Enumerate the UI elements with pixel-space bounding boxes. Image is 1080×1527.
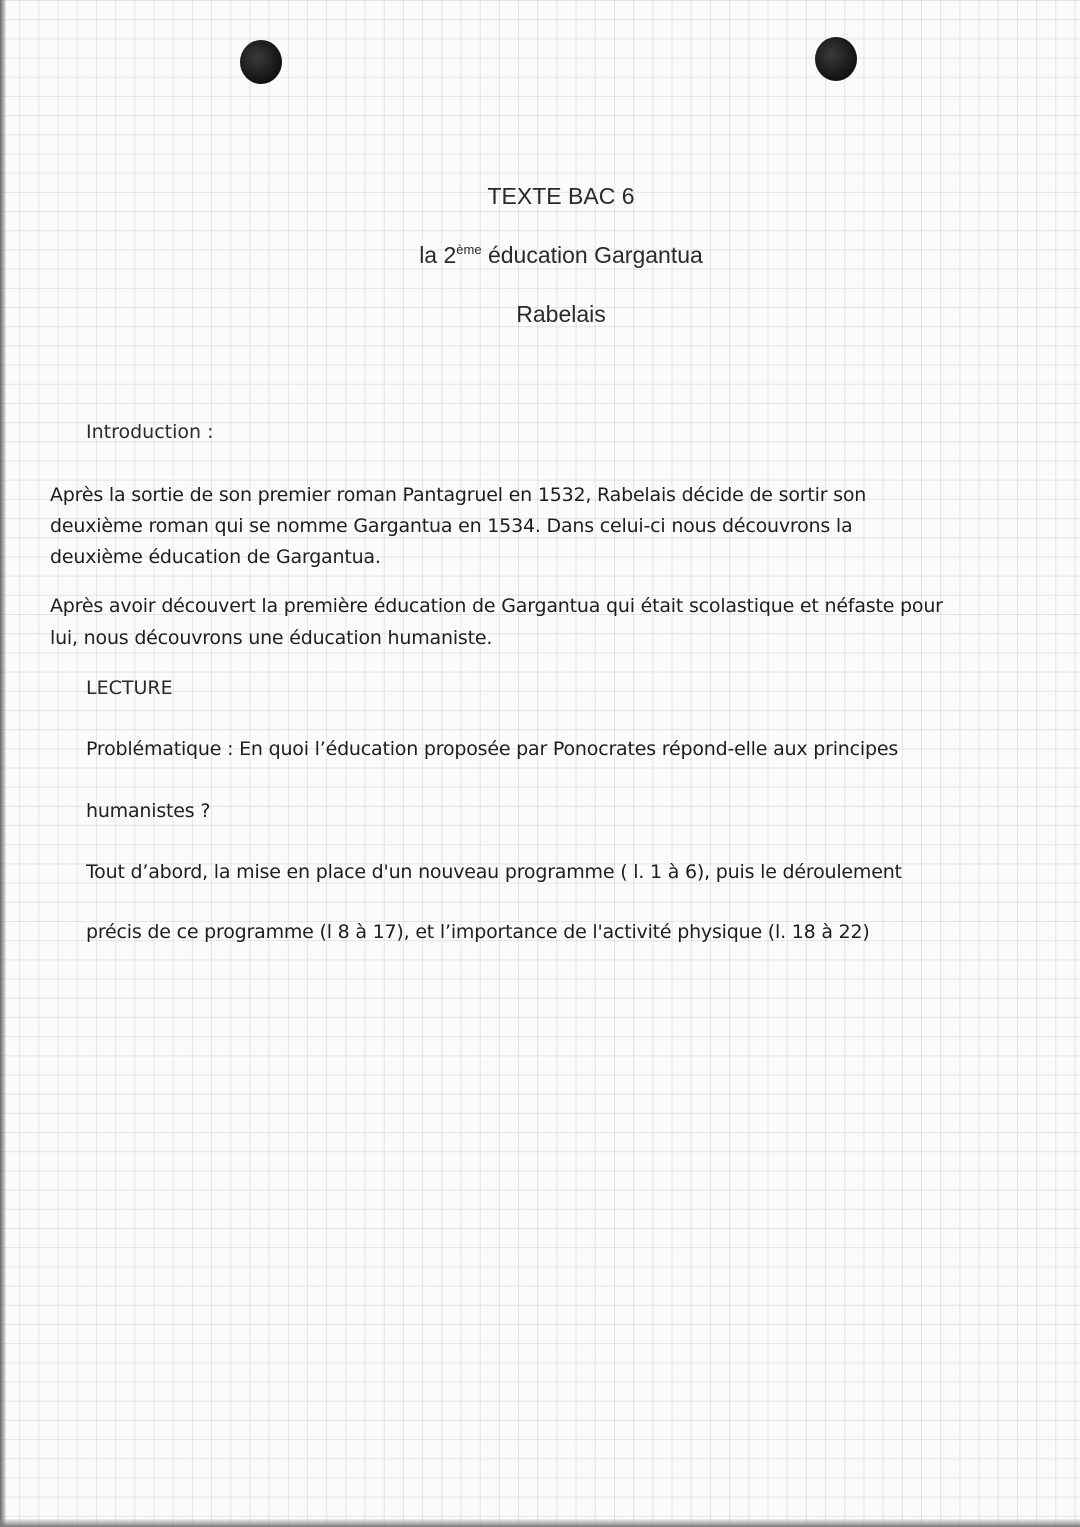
document-author: Rabelais [516, 301, 606, 327]
punch-hole-right [815, 37, 857, 81]
document-subtitle [0, 242, 1080, 269]
introduction-heading: Introduction : [86, 421, 214, 443]
subtitle-suffix: éducation Gargantua [481, 242, 703, 268]
lecture-heading: LECTURE [86, 677, 173, 699]
problematique-line2: humanistes ? [86, 800, 211, 822]
document-title: TEXTE BAC 6 [487, 183, 635, 209]
subtitle-prefix: la 2 [419, 242, 457, 268]
plan-line2: précis de ce programme (l 8 à 17), et l’importance de l'activité physique (l. 18 à 22) [86, 921, 870, 943]
intro-paragraph1-line1: Après la sortie de son premier roman Pantagruel en 1532, Rabelais décide de sortir son [50, 484, 867, 506]
intro-paragraph1-line3: deuxième éducation de Gargantua. [50, 546, 381, 568]
intro-paragraph2-line2: lui, nous découvrons une éducation humaniste. [50, 627, 493, 649]
subtitle-superscript: ème [456, 242, 482, 257]
problematique-line1: Problématique : En quoi l’éducation proposée par Ponocrates répond-elle aux principes [86, 738, 899, 760]
intro-paragraph2-line1: Après avoir découvert la première éducation de Gargantua qui était scolastique et néfaste pour [50, 595, 943, 617]
plan-line1: Tout d’abord, la mise en place d'un nouveau programme ( l. 1 à 6), puis le déroulement [86, 861, 902, 883]
intro-paragraph1-line2: deuxième roman qui se nomme Gargantua en 1534. Dans celui-ci nous découvrons la [50, 515, 853, 537]
punch-hole-left [240, 40, 282, 84]
